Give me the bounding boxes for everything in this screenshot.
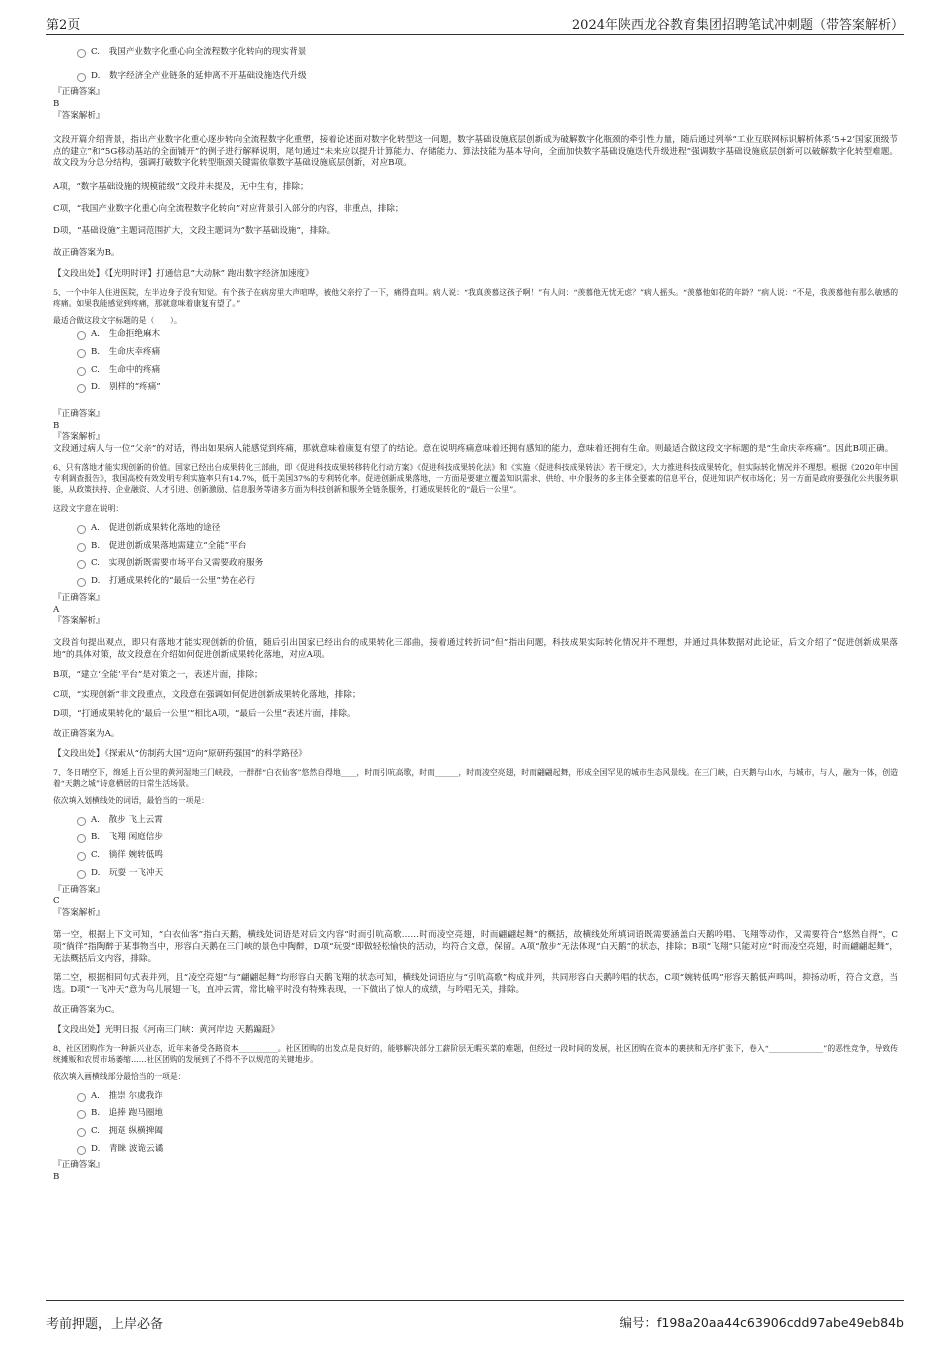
analysis-text: C项，“实现创新”非文段重点，文段意在强调如何促进创新成果转化落地，排除；: [53, 689, 361, 700]
analysis-text: 文段通过病人与一位“父亲”的对话，得出如果病人能感觉到疼痛，那就意味着康复有望了的结论。意在说明疼痛意味着还拥有感知的能力，意味着还拥有生命。则最适合做这段文字标题的是“生命庆幸疼痛”。因此B项正确。: [53, 444, 894, 455]
question-prompt: 这段文字意在说明：: [53, 504, 124, 514]
analysis-text: 文段首句提出观点，即只有落地才能实现创新的价值，随后引出国家已经出台的成果转化三部曲，接着通过转折词“但”指出问题，科技成果实际转化情况并不理想，并通过具体数据对此论证，后文介绍了“促进创新成果落地”的具体对策，故文段意在介绍如何促进创新成果转化落地，对应A项。: [53, 638, 898, 661]
radio-icon[interactable]: [77, 349, 86, 358]
answer-value: B: [53, 420, 60, 431]
question-prompt: 最适合做这段文字标题的是（ ）。: [53, 316, 182, 326]
option-d[interactable]: D. 青睐 波诡云谲: [53, 1141, 898, 1159]
radio-icon[interactable]: [77, 1110, 86, 1119]
option-c[interactable]: C. 生命中的疼痛: [53, 362, 898, 380]
answer-label: 『正确答案』: [53, 884, 105, 895]
answer-value: A: [53, 604, 60, 615]
document-body: [53, 44, 898, 1184]
radio-icon[interactable]: [77, 49, 86, 58]
option-a[interactable]: A. 散步 飞上云霄: [53, 812, 898, 830]
analysis-label: 『答案解析』: [53, 616, 105, 627]
option-b[interactable]: B. 促进创新成果落地需建立“全能”平台: [53, 538, 898, 556]
source: 【文段出处】《探索从“仿制药大国”迈向“原研药强国”的科学路径》: [53, 749, 307, 759]
option-d[interactable]: D. 别样的“疼痛”: [53, 379, 898, 397]
radio-icon[interactable]: [77, 578, 86, 587]
source: 【文段出处】《【光明时评】打通信息“大动脉” 跑出数字经济加速度》: [53, 269, 314, 280]
answer-label: 『正确答案』: [53, 408, 105, 419]
radio-icon[interactable]: [77, 525, 86, 534]
question-stem: 7、冬日晴空下，绵延上百公里的黄河湿地三门峡段，一群群“白衣仙客”悠然自得地____，时而引吭高歌，时而______，时而凌空亮翅，时而翩翩起舞，形成全国罕见的城市生态风景线。在三门峡，白天鹅与山水，与城市，与人，融为一体，创造着“天鹅之城”诗意栖居的日常生活场景。: [53, 767, 898, 788]
option-b[interactable]: B. 飞翔 闲庭信步: [53, 829, 898, 847]
analysis-text: 文段开篇介绍背景，指出产业数字化重心逐步转向全流程数字化重塑，接着论述面对数字化转型这一问题，数字基础设施底层创新成为破解数字化瓶颈的牵引性力量，随后通过列举“工业互联网标识解析体系‘5+2’国家顶级节点的建立”和“5G移动基站的全面铺开”的例子进行解释说明，尾句通过“未来应以提升计算能力、存储能力、算法技能为基本导向，全面加快数字基础设施迭代升级进程”强调数字基础设施底层创新可以破解数字化转型难题。故文段为分总分结构，强调打破数字化转型瓶颈关键需依靠数字基础设施底层创新，对应B项。: [53, 134, 898, 169]
analysis-label: 『答案解析』: [53, 432, 105, 443]
analysis-text: D项，“打通成果转化的‘最后一公里’”相比A项，“最后一公里”表述片面，排除。: [53, 709, 356, 720]
option-c[interactable]: C. 实现创新既需要市场平台又需要政府服务: [53, 555, 898, 573]
answer-label: 『正确答案』: [53, 87, 105, 98]
question-stem: 8、社区团购作为一种新兴业态，近年来备受各路资本__________。社区团购的出发点是良好的，能够解决部分工薪阶层无暇买菜的难题，但经过一段时间的发展，社区团购在资本的裹挟和无序扩张下，卷入“______________”的恶性竞争，导致传统摊贩和农贸市场萎缩……社区团购的发展到了不得不予以规范的关键地步。: [53, 1043, 898, 1064]
radio-icon[interactable]: [77, 1093, 86, 1102]
radio-icon[interactable]: [77, 543, 86, 552]
analysis-text: 第一空，根据上下文可知，“白衣仙客”指白天鹅，横线处词语是对后文内容“时而引吭高歌……时而凌空亮翅，时而翩翩起舞”的概括，故横线处所填词语既需要涵盖白天鹅吟唱、飞翔等动作，又需要符合“悠然自得”，C项“徜徉”指陶醉于某事物当中，形容白天鹅在三门峡的景色中陶醉，D项“玩耍”即做轻松愉快的活动，均符合文意，保留。A项“散步”无法体现“白天鹅”的状态，排除；B项“飞翔”只能对应“时而凌空亮翅，时而翩翩起舞”，无法概括后文内容，排除。: [53, 929, 898, 964]
analysis-text: 第二空，根据相同句式表并列，且“凌空亮翅”与“翩翩起舞”均形容白天鹅飞翔的状态可知，横线处词语应与“引吭高歌”构成并列，共同形容白天鹅吟唱的状态，C项“婉转低鸣”形容天鹅低声鸣叫，抑扬动听，符合文意，当选。D项“一飞冲天”意为鸟儿展翅一飞，直冲云霄，常比喻平时没有特殊表现，一下做出了惊人的成绩，与吟唱无关，排除。: [53, 973, 898, 996]
option-c[interactable]: C. 我国产业数字化重心向全流程数字化转向的现实背景: [53, 44, 898, 62]
analysis-label: 『答案解析』: [53, 110, 105, 121]
question-stem: 5、一个中年人住进医院，左半边身子没有知觉。有个孩子在病房里大声喧哗，被他父亲拧了一下，痛得直叫。病人说：“我真羡慕这孩子啊！”有人问：“羡慕他无忧无虑？”病人摇头。“羡慕他如花的年龄？”病人说：“不是，我羡慕他有那么敏感的疼痛。如果我能感觉到疼痛，那就意味着康复有望了。”: [53, 288, 898, 309]
option-b[interactable]: B. 追捧 跑马圈地: [53, 1105, 898, 1123]
option-c[interactable]: C. 徜徉 婉转低鸣: [53, 847, 898, 865]
option-d[interactable]: D. 数字经济全产业链条的延伸离不开基础设施迭代升级: [53, 68, 898, 86]
option-d[interactable]: D. 打通成果转化的“最后一公里”势在必行: [53, 573, 898, 591]
radio-icon[interactable]: [77, 817, 86, 826]
analysis-label: 『答案解析』: [53, 908, 105, 919]
analysis-text: D项，“基础设施”主题词范围扩大，文段主题词为“数字基础设施”，排除。: [53, 225, 336, 236]
radio-icon[interactable]: [77, 1128, 86, 1137]
footer-motto: 考前押题，上岸必备: [46, 1317, 164, 1332]
radio-icon[interactable]: [77, 331, 86, 340]
page-footer: [46, 1300, 904, 1332]
option-a[interactable]: A. 促进创新成果转化落地的途径: [53, 520, 898, 538]
source: 【文段出处】光明日报《河南三门峡：黄河岸边 天鹅蹁跹》: [53, 1024, 280, 1035]
document-title: 2024年陕西龙谷教育集团招聘笔试冲刺题（带答案解析）: [571, 18, 904, 33]
option-a[interactable]: A. 生命拒绝麻木: [53, 326, 898, 344]
conclusion: 故正确答案为A。: [53, 729, 120, 740]
radio-icon[interactable]: [77, 870, 86, 879]
radio-icon[interactable]: [77, 560, 86, 569]
answer-value: C: [53, 896, 60, 907]
analysis-text: B项，“建立‘全能’平台”是对策之一，表述片面，排除；: [53, 669, 263, 680]
analysis-text: C项，“我国产业数字化重心向全流程数字化转向”对应背景引入部分的内容，非重点，排除；: [53, 203, 404, 214]
question-prompt: 依次填入画横线部分最恰当的一项是：: [53, 1071, 186, 1081]
answer-value: B: [53, 1172, 60, 1183]
answer-value: B: [53, 99, 60, 110]
analysis-text: A项，“数字基础设施的规模能级”文段并未提及，无中生有，排除；: [53, 182, 309, 193]
question-prompt: 依次填入划横线处的词语，最恰当的一项是：: [53, 795, 209, 805]
radio-icon[interactable]: [77, 384, 86, 393]
document-code: 编号：f198a20aa44c63906cdd97abe49eb84b: [619, 1315, 904, 1330]
radio-icon[interactable]: [77, 1146, 86, 1155]
question-stem: 6、只有落地才能实现创新的价值。国家已经出台成果转化三部曲，即《促进科技成果转移转化行动方案》《促进科技成果转化法》和《实施〈促进科技成果转法〉若干规定》，大力推进科技成果转化，但实际转化情况并不理想。根据《2020年中国专利调查报告》，我国高校有效发明专利实施率只有14.7%，低于美国37%的专利转化率。促进创新成果落地，一方面是要建立覆盖知识需求、供给、中介服务的多主体全要素的信息平台，促进知识产权市场化；另一方面是政府要强化公共服务职能，从政策扶持、企业融资、人才引进、创新激励、信息服务等诸多方面为科技创新和服务全链条服务，打通成果转化的“最后一公里”。: [53, 463, 898, 495]
option-b[interactable]: B. 生命庆幸疼痛: [53, 344, 898, 362]
answer-label: 『正确答案』: [53, 592, 105, 603]
answer-label: 『正确答案』: [53, 1160, 105, 1171]
radio-icon[interactable]: [77, 367, 86, 376]
radio-icon[interactable]: [77, 834, 86, 843]
page-header: [46, 10, 904, 35]
option-d[interactable]: D. 玩耍 一飞冲天: [53, 865, 898, 883]
option-c[interactable]: C. 拥趸 纵横捭阖: [53, 1123, 898, 1141]
option-a[interactable]: A. 推崇 尔虞我诈: [53, 1088, 898, 1106]
conclusion: 故正确答案为B。: [53, 247, 120, 258]
radio-icon[interactable]: [77, 852, 86, 861]
radio-icon[interactable]: [77, 73, 86, 82]
conclusion: 故正确答案为C。: [53, 1004, 120, 1015]
page-number: 第2页: [46, 18, 81, 33]
